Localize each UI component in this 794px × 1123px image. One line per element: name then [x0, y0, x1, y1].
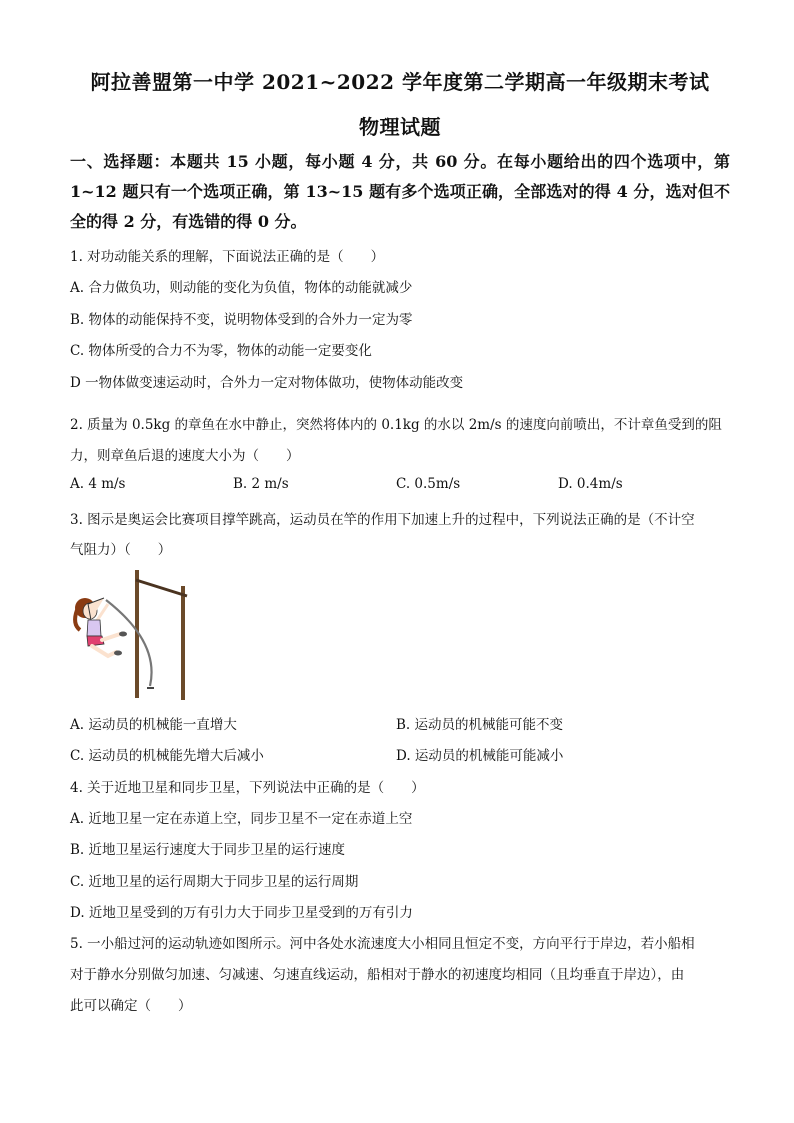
crossbar	[136, 580, 187, 596]
question-1-option-b: B. 物体的动能保持不变，说明物体受到的合外力一定为零	[70, 312, 413, 328]
vaulting-pole	[106, 600, 152, 686]
exam-title: 阿拉善盟第一中学 2021~2022 学年度第二学期高一年级期末考试	[90, 70, 710, 94]
question-3-option-a: A. 运动员的机械能一直增大	[70, 717, 237, 733]
question-3-stem-line-2: 气阻力）（ ）	[70, 542, 172, 558]
question-2-option-c: C. 0.5m/s	[396, 476, 461, 492]
exam-subtitle: 物理试题	[359, 115, 441, 139]
question-2-stem-line-2: 力，则章鱼后退的速度大小为（ ）	[70, 448, 300, 464]
question-5-stem-line-1: 5. 一小船过河的运动轨迹如图所示。河中各处水流速度大小相同且恒定不变，方向平行于岸边，若小船相	[70, 936, 695, 952]
question-4-option-d: D. 近地卫星受到的万有引力大于同步卫星受到的万有引力	[70, 905, 413, 921]
question-1-option-a: A. 合力做负功，则动能的变化为负值，物体的动能就减少	[70, 280, 413, 296]
question-4-stem: 4. 关于近地卫星和同步卫星，下列说法中正确的是（ ）	[70, 780, 425, 796]
pole-vault-illustration	[68, 564, 203, 702]
question-2-option-a: A. 4 m/s	[70, 476, 126, 492]
question-3-option-b: B. 运动员的机械能可能不变	[396, 717, 564, 733]
question-5-stem-line-3: 此可以确定（ ）	[70, 998, 192, 1014]
question-4-option-b: B. 近地卫星运行速度大于同步卫星的运行速度	[70, 842, 346, 858]
question-1-option-d: D 一物体做变速运动时，合外力一定对物体做功，使物体动能改变	[70, 375, 464, 391]
question-4-option-c: C. 近地卫星的运行周期大于同步卫星的运行周期	[70, 874, 359, 890]
section-heading: 一、选择题：本题共 15 小题，每小题 4 分，共 60 分。在每小题给出的四个选项中，第 1~12 题只有一个选项正确，第 13~15 题有多个选项正确，全部选对的得 4 分，选对但不全的得 2 分，有选错的得 0 分。	[70, 152, 730, 231]
question-4-option-a: A. 近地卫星一定在赤道上空，同步卫星不一定在赤道上空	[70, 811, 413, 827]
question-3-option-c: C. 运动员的机械能先增大后减小	[70, 748, 264, 764]
question-1-stem: 1. 对功动能关系的理解，下面说法正确的是（ ）	[70, 249, 385, 265]
question-2-option-d: D. 0.4m/s	[558, 476, 623, 492]
question-3-stem-line-1: 3. 图示是奥运会比赛项目撑竿跳高，运动员在竿的作用下加速上升的过程中，下列说法正确的是（不计空	[70, 512, 695, 528]
question-2-option-b: B. 2 m/s	[233, 476, 289, 492]
question-2-stem-line-1: 2. 质量为 0.5kg 的章鱼在水中静止，突然将体内的 0.1kg 的水以 2m/s 的速度向前喷出，不计章鱼受到的阻	[70, 417, 722, 433]
athlete	[75, 598, 127, 656]
question-5-stem-line-2: 对于静水分别做匀加速、匀减速、匀速直线运动，船相对于静水的初速度均相同（且均垂直于岸边），由	[70, 967, 685, 983]
question-1-option-c: C. 物体所受的合力不为零，物体的动能一定要变化	[70, 343, 372, 359]
right-upright	[181, 586, 185, 700]
question-3-option-d: D. 运动员的机械能可能减小	[396, 748, 564, 764]
